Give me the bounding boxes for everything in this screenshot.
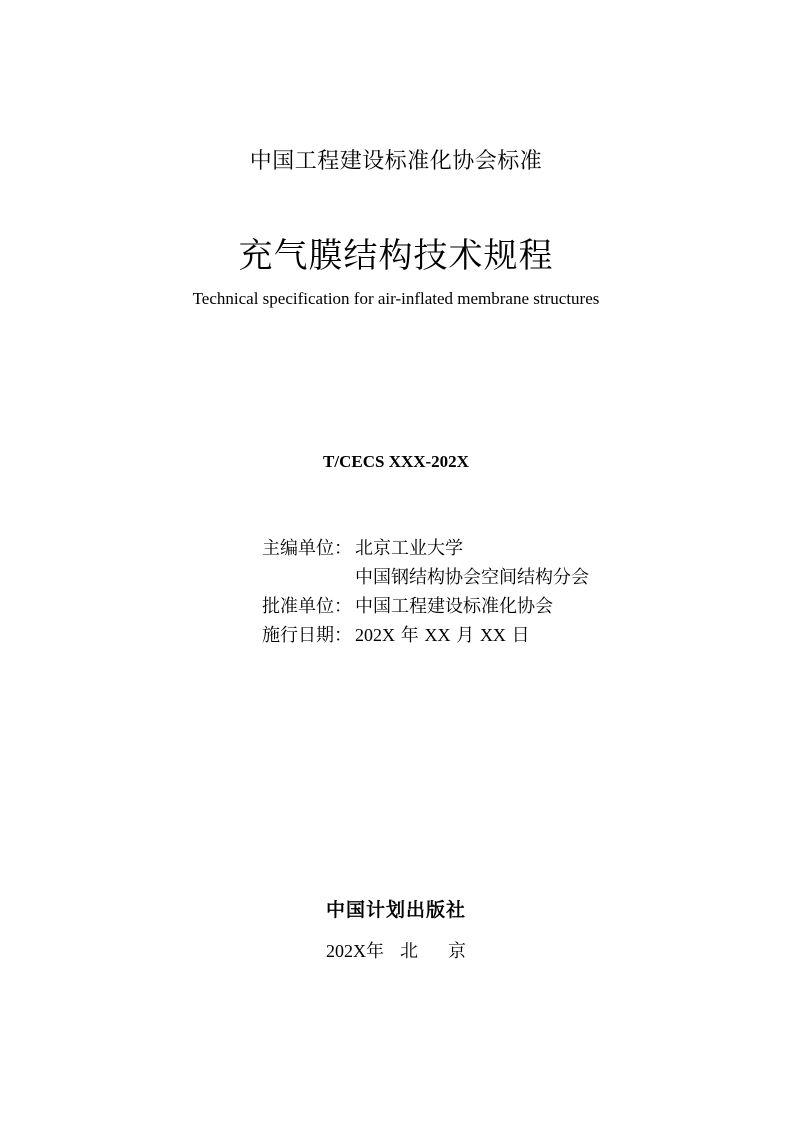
publication-year: 202X bbox=[326, 941, 366, 961]
editor-label: 主编单位： bbox=[262, 538, 352, 559]
editor-value-2: 中国钢结构协会空间结构分会 bbox=[355, 567, 589, 588]
document-title-chinese: 充气膜结构技术规程 bbox=[238, 236, 554, 276]
editor-value-1: 北京工业大学 bbox=[355, 538, 463, 559]
publication-year-unit: 年 bbox=[366, 941, 384, 962]
effective-date-day: XX bbox=[479, 625, 506, 645]
effective-date-month: XX bbox=[424, 625, 451, 645]
editor-row-2 bbox=[262, 563, 589, 592]
publisher-name: 中国计划出版社 bbox=[325, 899, 466, 921]
effective-date-label: 施行日期： bbox=[262, 625, 352, 646]
effective-date-year-unit: 年 bbox=[400, 625, 419, 646]
publication-line bbox=[0, 937, 792, 963]
document-title-english: Technical specification for air-inflated membrane structures bbox=[192, 289, 600, 308]
editor-row bbox=[262, 534, 589, 563]
approver-row bbox=[262, 592, 589, 621]
effective-date-row bbox=[262, 621, 589, 650]
document-info-block bbox=[262, 534, 589, 650]
publication-city-1: 北 bbox=[400, 941, 418, 962]
standard-code: T/CECS XXX-202X bbox=[323, 452, 469, 471]
approver-label: 批准单位： bbox=[262, 596, 352, 617]
effective-date-month-unit: 月 bbox=[456, 625, 475, 646]
effective-date-year: 202X bbox=[355, 625, 395, 645]
issuing-organization: 中国工程建设标准化协会标准 bbox=[249, 149, 543, 174]
effective-date-day-unit: 日 bbox=[511, 625, 530, 646]
approver-value: 中国工程建设标准化协会 bbox=[355, 596, 553, 617]
publication-city-2: 京 bbox=[448, 941, 466, 962]
